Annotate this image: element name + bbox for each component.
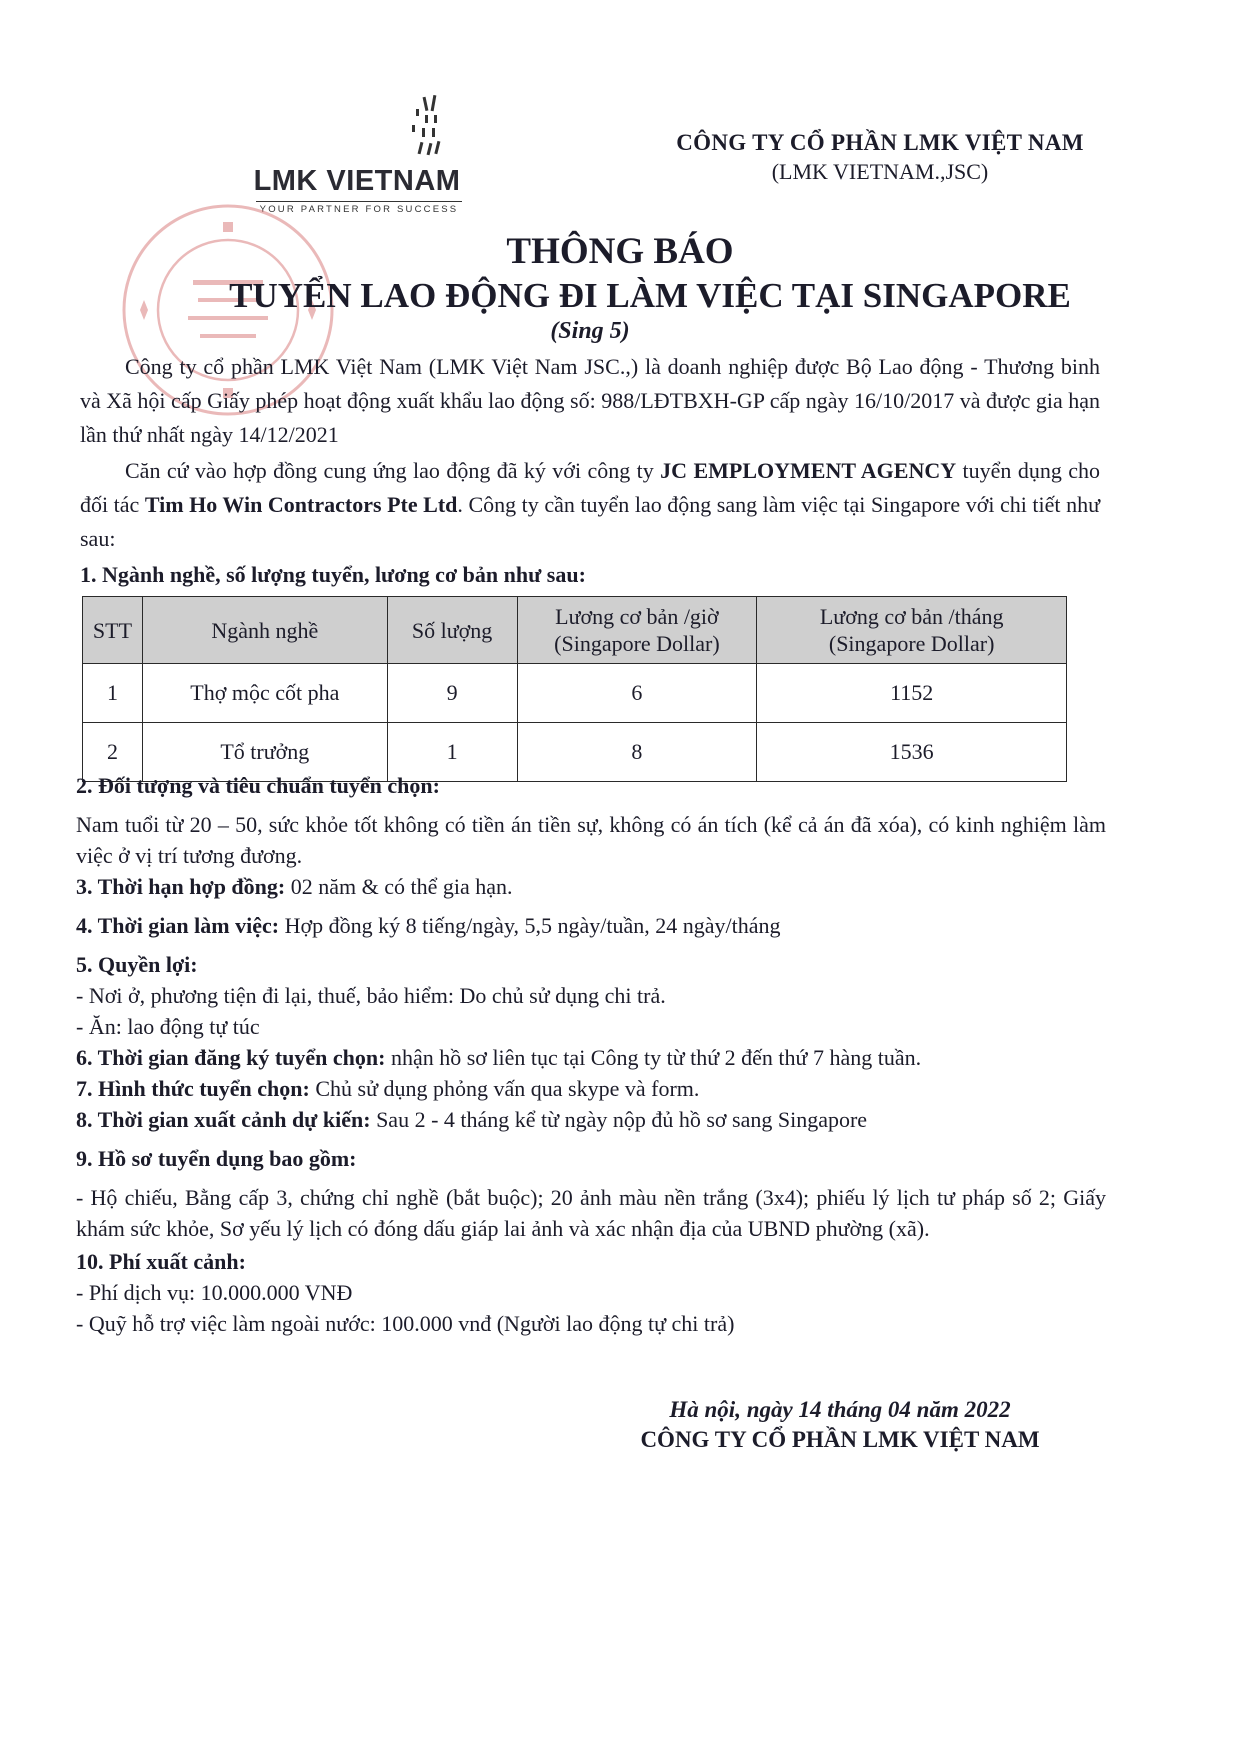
- header-hourly-line1: Lương cơ bản /giờ: [555, 604, 719, 629]
- logo-flame-icon: [402, 95, 450, 165]
- cell-qty: 1: [387, 723, 517, 782]
- section-5-item-2: - Ăn: lao động tự túc: [76, 1014, 260, 1039]
- section-4-label: 4. Thời gian làm việc:: [76, 913, 280, 938]
- section-10-item-1: - Phí dịch vụ: 10.000.000 VNĐ: [76, 1280, 353, 1305]
- details-section: [76, 768, 1106, 1339]
- intro-section: [80, 350, 1100, 592]
- intro-p2-b: tuyển dụng cho đối tác: [80, 458, 1100, 517]
- header-stt: STT: [83, 597, 143, 664]
- header-hourly-line2: (Singapore Dollar): [554, 631, 720, 656]
- signature-date: Hà nội, ngày 14 tháng 04 năm 2022: [669, 1397, 1011, 1422]
- notice-code: (Sing 5): [550, 318, 630, 344]
- notice-title: THÔNG BÁO: [506, 231, 734, 272]
- table-row: [83, 664, 1067, 723]
- header-hourly: [517, 597, 757, 664]
- section-7-text: Chủ sử dụng phỏng vấn qua skype và form.: [309, 1076, 700, 1101]
- section-5-item-1: - Nơi ở, phương tiện đi lại, thuế, bảo hiểm: Do chủ sử dụng chi trả.: [76, 983, 666, 1008]
- signature-block: [600, 1397, 1080, 1453]
- company-abbr: (LMK VIETNAM.,JSC): [771, 159, 989, 184]
- section-9-text: - Hộ chiếu, Bằng cấp 3, chứng chỉ nghề (bắt buộc); 20 ảnh màu nền trắng (3x4); phiếu lý lịch tư pháp số 2; Giấy khám sức khỏe, Sơ yếu lý lịch có đóng dấu giáp lai ảnh và xác nhận địa của UBND phường (xã).: [76, 1185, 1106, 1241]
- intro-p2-a: Căn cứ vào hợp đồng cung ứng lao động đã ký với công ty: [125, 458, 661, 483]
- section-9-heading: 9. Hồ sơ tuyển dụng bao gồm:: [76, 1146, 357, 1171]
- cell-monthly: 1152: [757, 664, 1067, 723]
- cell-stt: 1: [83, 664, 143, 723]
- logo-tagline: YOUR PARTNER FOR SUCCESS: [256, 201, 462, 215]
- cell-job: Tổ trưởng: [142, 723, 387, 782]
- company-header: [640, 130, 1120, 185]
- agency-name: JC EMPLOYMENT AGENCY: [660, 458, 957, 483]
- section-6: [76, 1042, 1106, 1073]
- section-6-label: 6. Thời gian đăng ký tuyển chọn:: [76, 1045, 386, 1070]
- section-8-text: Sau 2 - 4 tháng kể từ ngày nộp đủ hồ sơ sang Singapore: [370, 1107, 868, 1132]
- cell-stt: 2: [83, 723, 143, 782]
- intro-paragraph-1: Công ty cổ phần LMK Việt Nam (LMK Việt Nam JSC.,) là doanh nghiệp được Bộ Lao động - Thương binh và Xã hội cấp Giấy phép hoạt động xuất khẩu lao động số: 988/LĐTBXH-GP cấp ngày 16/10/2017 và được gia hạn lần thứ nhất ngày 14/12/2021: [80, 354, 1100, 447]
- intro-p2-c: . Công ty cần tuyển lao động sang làm việc tại Singapore với chi tiết như sau:: [80, 492, 1100, 551]
- company-logo: [252, 95, 462, 215]
- section-3-text: 02 năm & có thể gia hạn.: [285, 874, 513, 899]
- logo-name: LMK VIETNAM: [253, 165, 461, 197]
- partner-name: Tim Ho Win Contractors Pte Ltd: [144, 492, 458, 517]
- header-monthly-line2: (Singapore Dollar): [828, 631, 995, 656]
- cell-qty: 9: [387, 664, 517, 723]
- section-6-text: nhận hồ sơ liên tục tại Công ty từ thứ 2 đến thứ 7 hàng tuần.: [385, 1045, 922, 1070]
- section-3-label: 3. Thời hạn hợp đồng:: [76, 874, 286, 899]
- company-name: CÔNG TY CỔ PHẦN LMK VIỆT NAM: [676, 130, 1084, 155]
- table-header-row: [83, 597, 1067, 664]
- cell-monthly: 1536: [757, 723, 1067, 782]
- section-1-heading: 1. Ngành nghề, số lượng tuyển, lương cơ bản như sau:: [80, 562, 586, 587]
- section-10-heading: 10. Phí xuất cảnh:: [76, 1249, 246, 1274]
- header-job: Ngành nghề: [142, 597, 387, 664]
- section-3: [76, 871, 1106, 902]
- section-8-label: 8. Thời gian xuất cảnh dự kiến:: [76, 1107, 371, 1132]
- header-monthly-line1: Lương cơ bản /tháng: [819, 604, 1004, 629]
- intro-paragraph-2: [80, 454, 1100, 556]
- section-7-label: 7. Hình thức tuyển chọn:: [76, 1076, 310, 1101]
- section-4-text: Hợp đồng ký 8 tiếng/ngày, 5,5 ngày/tuần, 24 ngày/tháng: [279, 913, 781, 938]
- section-4: [76, 910, 1106, 941]
- section-5-heading: 5. Quyền lợi:: [76, 952, 198, 977]
- section-2-heading: 2. Đối tượng và tiêu chuẩn tuyển chọn:: [76, 773, 440, 798]
- header-qty: Số lượng: [387, 597, 517, 664]
- signature-company: CÔNG TY CỔ PHẦN LMK VIỆT NAM: [640, 1427, 1040, 1452]
- header-monthly: [757, 597, 1067, 664]
- section-2-text: Nam tuổi từ 20 – 50, sức khỏe tốt không có tiền án tiền sự, không có án tích (kể cả án đã xóa), có kinh nghiệm làm việc ở vị trí tương đương.: [76, 812, 1106, 868]
- section-7: [76, 1073, 1106, 1104]
- section-10-item-2: - Quỹ hỗ trợ việc làm ngoài nước: 100.000 vnđ (Người lao động tự chi trả): [76, 1311, 735, 1336]
- section-8: [76, 1104, 1106, 1135]
- notice-subtitle: TUYỂN LAO ĐỘNG ĐI LÀM VIỆC TẠI SINGAPORE: [229, 276, 1071, 315]
- cell-hourly: 8: [517, 723, 757, 782]
- cell-job: Thợ mộc cốt pha: [142, 664, 387, 723]
- cell-hourly: 6: [517, 664, 757, 723]
- job-table: [82, 596, 1067, 782]
